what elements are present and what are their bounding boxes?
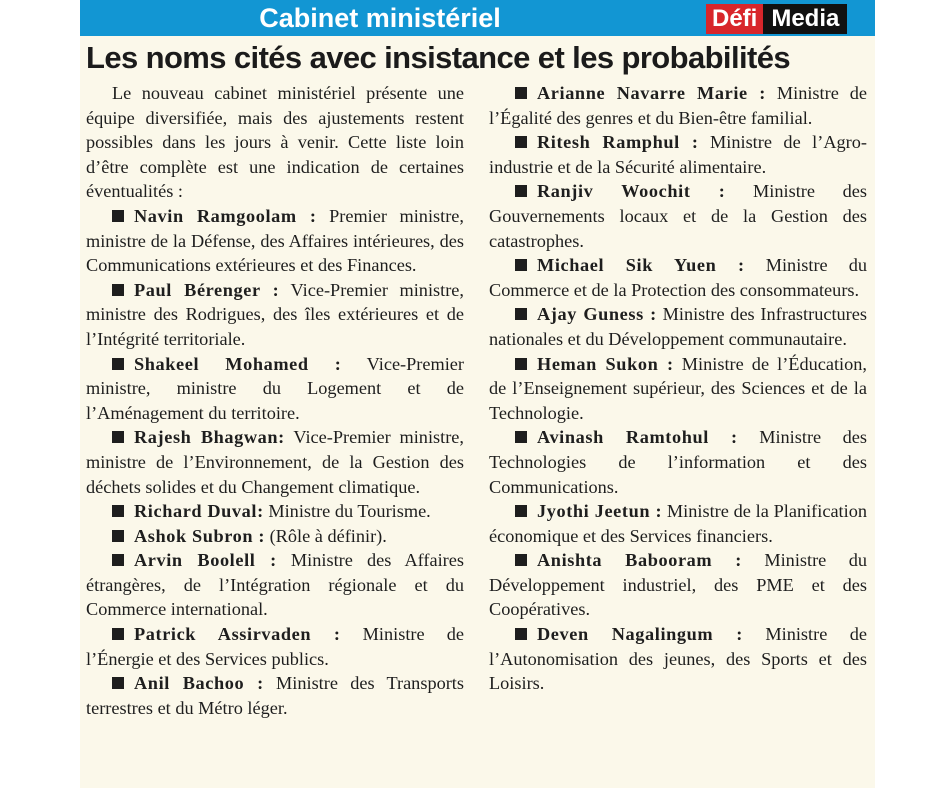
minister-role: (Rôle à définir). [265, 525, 387, 546]
minister-role: Ministre de la Planification économique et des Services financiers. [489, 501, 867, 546]
bullet-square-icon [112, 284, 124, 296]
bullet-square-icon [515, 628, 527, 640]
bullet-square-icon [515, 358, 527, 370]
minister-role: Ministre du Commerce et de la Protection des consommateurs. [489, 255, 867, 300]
minister-name: Avinash Ramtohul : [537, 427, 738, 448]
minister-name: Deven Nagalingum : [537, 624, 743, 645]
minister-name: Rajesh Bhagwan: [134, 427, 285, 448]
left-column [86, 81, 464, 720]
minister-name: Richard Duval: [134, 501, 264, 522]
logo-part2: Media [763, 4, 847, 34]
minister-entry [86, 671, 464, 720]
minister-role: Vice-Premier ministre, ministre de l’Environnement, de la Gestion des déchets solides et du Changement climatique. [86, 427, 464, 497]
minister-role: Vice-Premier ministre, ministre du Logement et de l’Aménagement du territoire. [86, 353, 465, 423]
bullet-square-icon [515, 136, 527, 148]
minister-role: Ministre de l’Énergie et des Services publics. [86, 624, 464, 669]
minister-entry [489, 179, 867, 253]
bullet-square-icon [112, 505, 124, 517]
minister-entry [489, 548, 867, 622]
minister-role: Ministre de l’Agro-industrie et de la Sécurité alimentaire. [489, 132, 867, 177]
newspaper-clipping [80, 0, 875, 788]
bullet-square-icon [515, 185, 527, 197]
minister-entry [489, 425, 867, 499]
minister-entry [86, 548, 464, 622]
bullet-square-icon [112, 554, 124, 566]
minister-entry [86, 352, 464, 426]
minister-entry [489, 622, 867, 696]
minister-entry [489, 302, 867, 351]
minister-entry [489, 499, 867, 548]
bullet-square-icon [112, 358, 124, 370]
minister-role: Ministre de l’Autonomisation des jeunes, des Sports et des Loisirs. [489, 624, 867, 694]
minister-name: Shakeel Mohamed : [134, 353, 342, 374]
minister-role: Ministre de l’Éducation, de l’Enseignement supérieur, des Sciences et de la Technologie. [489, 353, 867, 423]
minister-entry [86, 622, 464, 671]
bullet-square-icon [112, 628, 124, 640]
minister-name: Arianne Navarre Marie : [537, 83, 766, 103]
minister-name: Ashok Subron : [134, 525, 266, 546]
bullet-square-icon [112, 210, 124, 222]
minister-role: Ministre des Infrastructures nationales et du Développement communautaire. [489, 304, 868, 349]
minister-name: Ritesh Ramphul : [537, 132, 699, 153]
minister-role: Ministre des Technologies de l’information et des Communications. [489, 427, 867, 497]
minister-name: Anil Bachoo : [134, 673, 264, 694]
minister-entry [86, 499, 464, 524]
right-column [489, 81, 867, 696]
minister-name: Ajay Guness : [537, 304, 657, 325]
minister-name: Navin Ramgoolam : [134, 205, 317, 226]
minister-role: Ministre du Développement industriel, des PME et des Coopératives. [489, 550, 867, 620]
minister-role: Ministre des Gouvernements locaux et de la Gestion des catastrophes. [489, 181, 867, 251]
minister-role: Premier ministre, ministre de la Défense, des Affaires intérieures, des Communications extérieures et des Finances. [86, 205, 464, 276]
left-minister-list [86, 204, 464, 720]
minister-entry [86, 425, 464, 499]
minister-entry [86, 524, 464, 549]
minister-name: Michael Sik Yuen : [537, 255, 745, 276]
minister-entry [489, 253, 867, 302]
article-headline: Les noms cités avec insistance et les probabilités [86, 40, 790, 75]
bullet-square-icon [112, 530, 124, 542]
minister-name: Ranjiv Woochit : [537, 181, 726, 202]
minister-name: Arvin Boolell : [134, 550, 277, 571]
intro-paragraph: Le nouveau cabinet ministériel présente une équipe diversifiée, mais des ajustements restent possibles dans les jours à venir. Cette liste loin d’être complète est une indication de certaines éventualités : [86, 83, 464, 202]
bullet-square-icon [112, 431, 124, 443]
bullet-square-icon [515, 505, 527, 517]
bullet-square-icon [515, 87, 527, 99]
minister-name: Jyothi Jeetun : [537, 501, 663, 522]
publication-logo [706, 4, 847, 34]
minister-role: Ministre des Affaires étrangères, de l’Intégration régionale et du Commerce international. [86, 550, 464, 620]
minister-name: Heman Sukon : [537, 353, 674, 374]
minister-name: Paul Bérenger : [134, 279, 280, 300]
bullet-square-icon [515, 554, 527, 566]
minister-name: Anishta Babooram : [537, 550, 742, 571]
section-banner [80, 0, 875, 36]
minister-role: Ministre du Tourisme. [263, 501, 431, 522]
minister-role: Ministre de l’Égalité des genres et du Bien-être familial. [489, 83, 867, 128]
right-minister-list [489, 81, 867, 696]
bullet-square-icon [112, 677, 124, 689]
minister-entry [489, 352, 867, 426]
section-title: Cabinet ministériel [259, 3, 501, 33]
minister-entry [86, 278, 464, 352]
bullet-square-icon [515, 431, 527, 443]
minister-entry [489, 130, 867, 179]
logo-part1: Défi [706, 4, 763, 34]
minister-entry [489, 81, 867, 130]
minister-name: Patrick Assirvaden : [134, 624, 341, 645]
bullet-square-icon [515, 308, 527, 320]
bullet-square-icon [515, 259, 527, 271]
minister-role: Vice-Premier ministre, ministre des Rodrigues, des îles extérieures et de l’Intégrité territoriale. [86, 279, 464, 349]
minister-role: Ministre des Transports terrestres et du Métro léger. [86, 673, 465, 718]
minister-entry [86, 204, 464, 278]
